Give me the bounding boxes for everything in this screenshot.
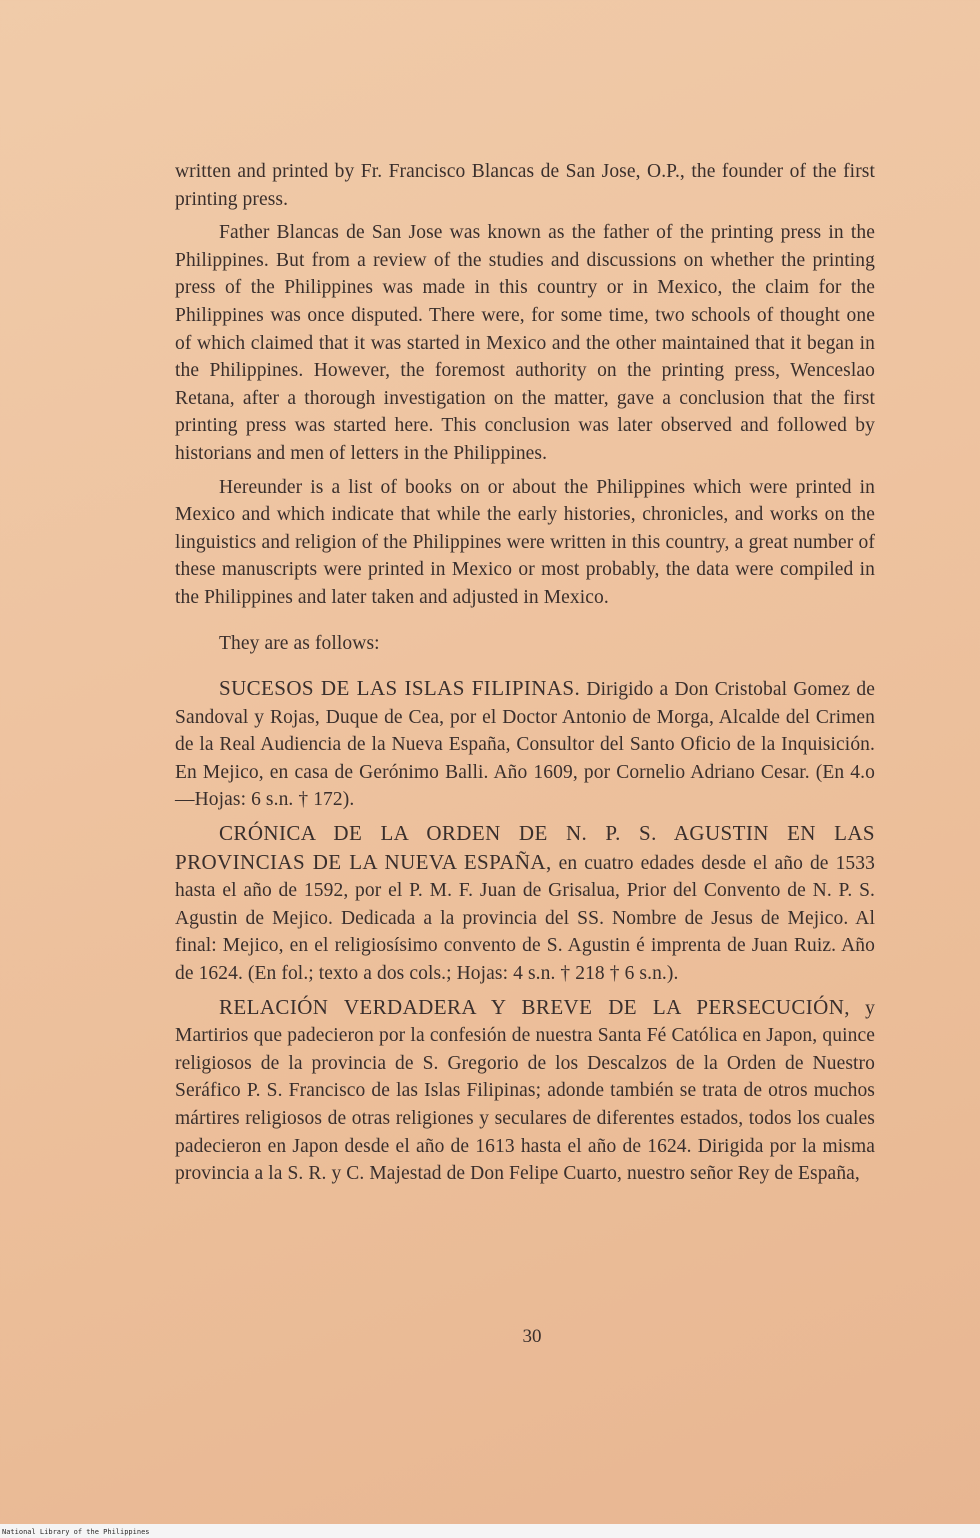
document-page [175,158,875,1188]
entry-cronica [175,820,875,988]
footer-credit: National Library of the Philippines [2,1528,150,1536]
entry-title: RELACIÓN VERDADERA Y BREVE DE LA PERSECUCIÓN, [219,994,850,1019]
paragraph-intro: written and printed by Fr. Francisco Blancas de San Jose, O.P., the founder of the first printing press. [175,161,875,210]
paragraph-history: Father Blancas de San Jose was known as the father of the printing press in the Philippines. But from a review of the studies and discussions on whether the printing press of the Philippines was made in this country or in Mexico, the claim for the Philippines was once disputed. There were, for some time, two schools of thought one of which claimed that it was started in Mexico and the other maintained that it began in the Philippines. However, the foremost authority on the printing press, Wenceslao Retana, after a thorough investigation on the matter, gave a conclusion that the first printing press was started here. This conclusion was later observed and followed by historians and men of letters in the Philippines. [175,222,875,464]
entry-text: y Martirios que padecieron por la confesión de nuestra Santa Fé Católica en Japon, quince religiosos de la provincia de S. Gregorio de los Descalzos de la Orden de Nuestro Seráfico P. S. Francisco de las Islas Filipinas; adonde también se trata de otros muchos mártires religiosos de otras religiones y seculares de diferentes estados, todos los cuales padecieron en Japon desde el año de 1613 hasta el año de 1624. Dirigida por la misma provincia a la S. R. y C. Majestad de Don Felipe Cuarto, nuestro señor Rey de España, [175,997,875,1185]
entry-title: CRÓNICA DE LA ORDEN DE N. P. S. AGUSTIN EN LAS PROVINCIAS DE LA NUEVA ESPAÑA, [175,821,875,874]
entry-relacion [175,994,875,1188]
entry-sucesos [175,675,875,814]
entry-text: en cuatro edades desde el año de 1533 hasta el año de 1592, por el P. M. F. Juan de Grisalua, Prior del Convento de N. P. S. Agustin de Mejico. Dedicada a la provincia del SS. Nombre de Jesus de Mejico. Al final: Mejico, en el religiosísimo convento de S. Agustin é imprenta de Juan Ruiz. Año de 1624. (En fol.; texto a dos cols.; Hojas: 4 s.n. † 218 † 6 s.n.). [175,852,875,985]
paragraph-list-intro: Hereunder is a list of books on or about the Philippines which were printed in Mexico and which indicate that while the early histories, chronicles, and works on the linguistics and religion of the Philippines were written in this country, a great number of these manuscripts were printed in Mexico or most probably, the data were compiled in the Philippines and later taken and adjusted in Mexico. [175,476,875,608]
paragraph-follows: They are as follows: [219,632,380,654]
page-number: 30 [522,1326,542,1347]
entry-text: Dirigido a Don Cristobal Gomez de Sandoval y Rojas, Duque de Cea, por el Doctor Antonio de Morga, Alcalde del Crimen de la Real Audiencia de la Nueva España, Consultor del Santo Oficio de la Inquisición. En Mejico, en casa de Gerónimo Balli. Año 1609, por Cornelio Adriano Cesar. (En 4.o—Hojas: 6 s.n. † 172). [175,679,876,811]
entry-title: SUCESOS DE LAS ISLAS FILIPINAS. [219,676,581,701]
